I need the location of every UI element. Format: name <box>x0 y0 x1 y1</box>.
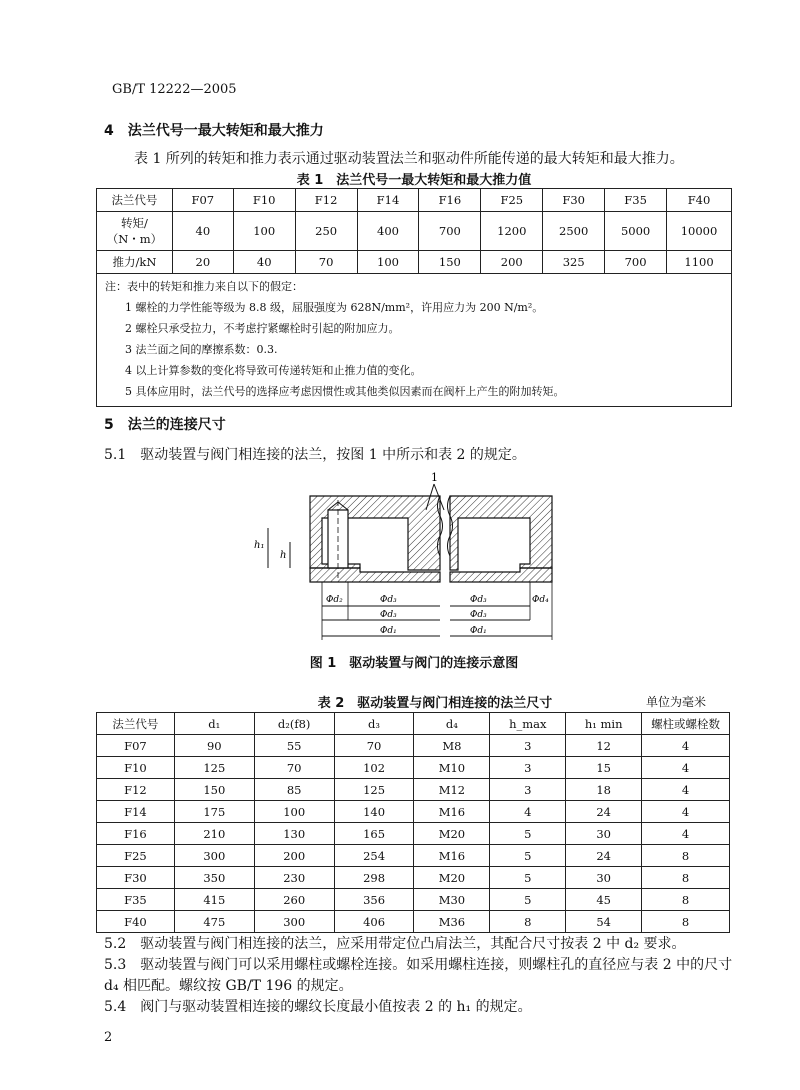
table-1-header-cell: 法兰代号 <box>97 189 173 212</box>
table-2-cell: F40 <box>97 911 175 933</box>
table-2-cell: 70 <box>254 757 334 779</box>
table-2-cell: 125 <box>334 779 414 801</box>
h-label: h <box>280 550 287 561</box>
table-2-row <box>97 801 730 823</box>
table-2-cell: 260 <box>254 889 334 911</box>
table-2-cell: 230 <box>254 867 334 889</box>
table-2-cell: 5 <box>490 889 566 911</box>
table-1-header-cell: F16 <box>419 189 481 212</box>
section-4-title: 4 法兰代号一最大转矩和最大推力 <box>104 123 324 139</box>
table-2-row <box>97 867 730 889</box>
table-2-cell: 5 <box>490 845 566 867</box>
drive-flange-right <box>450 496 552 570</box>
d3-label-right: Φd₃ <box>470 595 487 605</box>
table-1-header-cell: F10 <box>233 189 295 212</box>
table-2-header-row <box>97 713 730 735</box>
torque-cell: 10000 <box>667 212 732 251</box>
table-1-notes-row <box>97 274 732 407</box>
table-2-cell: 8 <box>642 867 730 889</box>
table-2-cell: 4 <box>642 801 730 823</box>
thrust-cell: 700 <box>605 251 667 274</box>
table-2-cell: 85 <box>254 779 334 801</box>
table-1-header-row <box>97 189 732 212</box>
table-2-header-cell: d₄ <box>414 713 490 735</box>
table-2-cell: F16 <box>97 823 175 845</box>
table-2-cell: 3 <box>490 735 566 757</box>
table-2-cell: 12 <box>566 735 642 757</box>
notes-intro: 注：表中的转矩和推力来自以下的假定： <box>105 280 303 293</box>
note-item: 4 以上计算参数的变化将导致可传递转矩和止推力值的变化。 <box>125 364 422 377</box>
table-2-cell: F30 <box>97 867 175 889</box>
paragraph-5-4: 5.4 阀门与驱动装置相连接的螺纹长度最小值按表 2 的 h₁ 的规定。 <box>104 999 532 1015</box>
table-2-cell: 15 <box>566 757 642 779</box>
thrust-cell: 325 <box>543 251 605 274</box>
table-2-cell: 30 <box>566 867 642 889</box>
table-2-cell: 4 <box>642 823 730 845</box>
table-2-cell: M20 <box>414 867 490 889</box>
table-2-cell: 45 <box>566 889 642 911</box>
table-2-header-cell: 螺柱或螺栓数 <box>642 713 730 735</box>
table-1-header-cell: F40 <box>667 189 732 212</box>
table-2-cell: F35 <box>97 889 175 911</box>
table-2-cell: 475 <box>174 911 254 933</box>
table-2-header-cell: h_max <box>490 713 566 735</box>
table-2-cell: 4 <box>642 757 730 779</box>
table-2-cell: 200 <box>254 845 334 867</box>
table-1 <box>96 188 732 407</box>
standard-code: GB/T 12222—2005 <box>112 82 237 97</box>
table-1-header-cell: F30 <box>543 189 605 212</box>
torque-cell: 1200 <box>481 212 543 251</box>
d1-label-right: Φd₁ <box>470 626 487 636</box>
table-2-cell: 298 <box>334 867 414 889</box>
table-1-header-cell: F35 <box>605 189 667 212</box>
thrust-cell: 100 <box>357 251 419 274</box>
table-2-row <box>97 845 730 867</box>
table-1-header-cell: F12 <box>295 189 357 212</box>
d3-label-left: Φd₃ <box>380 595 397 605</box>
thrust-cell: 200 <box>481 251 543 274</box>
table-2 <box>96 712 730 933</box>
h1-label: h₁ <box>254 540 265 551</box>
torque-cell: 5000 <box>605 212 667 251</box>
section-4-paragraph: 表 1 所列的转矩和推力表示通过驱动装置法兰和驱动件所能传递的最大转矩和最大推力。 <box>134 151 684 167</box>
table-2-cell: 4 <box>642 779 730 801</box>
table-2-unit: 单位为毫米 <box>646 695 707 709</box>
torque-cell: 700 <box>419 212 481 251</box>
table-2-row <box>97 911 730 933</box>
thrust-cell: 150 <box>419 251 481 274</box>
table-2-body <box>97 735 730 933</box>
torque-cell: 2500 <box>543 212 605 251</box>
table-2-cell: 30 <box>566 823 642 845</box>
table-2-cell: 3 <box>490 757 566 779</box>
table-2-row <box>97 735 730 757</box>
table-2-cell: 55 <box>254 735 334 757</box>
table-2-cell: F10 <box>97 757 175 779</box>
table-2-cell: 5 <box>490 867 566 889</box>
table-2-header-cell: d₂(f8) <box>254 713 334 735</box>
table-2-cell: 125 <box>174 757 254 779</box>
thrust-cell: 70 <box>295 251 357 274</box>
table-2-cell: 54 <box>566 911 642 933</box>
table-2-cell: 5 <box>490 823 566 845</box>
thrust-cell: 40 <box>233 251 295 274</box>
table-2-cell: 140 <box>334 801 414 823</box>
thrust-cell: 1100 <box>667 251 732 274</box>
callout-label: 1 <box>431 471 438 484</box>
table-2-cell: 300 <box>254 911 334 933</box>
table-2-cell: 210 <box>174 823 254 845</box>
section-5-title: 5 法兰的连接尺寸 <box>104 417 226 433</box>
table-2-cell: 18 <box>566 779 642 801</box>
table-2-cell: 406 <box>334 911 414 933</box>
paragraph-5-3-line1: 5.3 驱动装置与阀门可以采用螺柱或螺栓连接。如采用螺柱连接，则螺柱孔的直径应与表 2 中的尺寸 <box>104 957 733 973</box>
table-2-row <box>97 823 730 845</box>
table-2-cell: 8 <box>642 845 730 867</box>
paragraph-5-3-line2: d₄ 相匹配。螺纹按 GB/T 196 的规定。 <box>104 978 353 994</box>
table-2-cell: 350 <box>174 867 254 889</box>
thrust-label: 推力/kN <box>97 251 173 274</box>
d1-label-left: Φd₁ <box>380 626 397 636</box>
table-1-notes <box>97 274 732 407</box>
table-1-header-cell: F14 <box>357 189 419 212</box>
table-2-cell: M20 <box>414 823 490 845</box>
torque-label <box>97 212 173 251</box>
paragraph-5-1: 5.1 驱动装置与阀门相连接的法兰，按图 1 中所示和表 2 的规定。 <box>104 447 526 463</box>
torque-cell: 100 <box>233 212 295 251</box>
note-item: 1 螺栓的力学性能等级为 8.8 级，屈服强度为 628N/mm²，许用应力为 200 N/m²。 <box>125 301 544 314</box>
torque-label-line1: 转矩/ <box>121 216 148 230</box>
table-2-cell: 24 <box>566 845 642 867</box>
table-2-cell: F25 <box>97 845 175 867</box>
valve-flange-right <box>450 568 552 582</box>
table-2-cell: 254 <box>334 845 414 867</box>
table-1-header-cell: F07 <box>172 189 233 212</box>
paragraph-5-2: 5.2 驱动装置与阀门相连接的法兰，应采用带定位凸肩法兰，其配合尺寸按表 2 中 d₂ 要求。 <box>104 936 686 952</box>
table-2-cell: M16 <box>414 801 490 823</box>
table-2-cell: 415 <box>174 889 254 911</box>
table-2-cell: 165 <box>334 823 414 845</box>
table-2-cell: 8 <box>642 911 730 933</box>
torque-cell: 250 <box>295 212 357 251</box>
table-2-cell: 175 <box>174 801 254 823</box>
table-2-cell: 130 <box>254 823 334 845</box>
d4-label: Φd₄ <box>532 595 549 605</box>
table-2-row <box>97 757 730 779</box>
table-2-cell: 90 <box>174 735 254 757</box>
table-2-cell: M16 <box>414 845 490 867</box>
torque-cell: 40 <box>172 212 233 251</box>
table-2-cell: 70 <box>334 735 414 757</box>
table-1-torque-row <box>97 212 732 251</box>
note-item: 2 螺栓只承受拉力，不考虑拧紧螺栓时引起的附加应力。 <box>125 322 400 335</box>
table-2-cell: F07 <box>97 735 175 757</box>
table-2-cell: 3 <box>490 779 566 801</box>
table-1-caption: 表 1 法兰代号一最大转矩和最大推力值 <box>296 173 532 188</box>
table-2-caption: 表 2 驱动装置与阀门相连接的法兰尺寸 <box>317 696 553 711</box>
figure-1-caption: 图 1 驱动装置与阀门的连接示意图 <box>309 656 519 671</box>
torque-cell: 400 <box>357 212 419 251</box>
table-2-cell: 24 <box>566 801 642 823</box>
note-item: 5 具体应用时，法兰代号的选择应考虑因惯性或其他类似因素而在阀杆上产生的附加转矩。 <box>125 385 565 398</box>
table-2-header-cell: h₁ min <box>566 713 642 735</box>
table-2-cell: 102 <box>334 757 414 779</box>
d3b-label-right: Φd₃ <box>470 610 487 620</box>
table-2-cell: 356 <box>334 889 414 911</box>
figure-1-drawing <box>230 470 570 645</box>
torque-label-line2: （N・m） <box>106 232 163 246</box>
table-2-cell: 100 <box>254 801 334 823</box>
table-2-cell: M10 <box>414 757 490 779</box>
table-2-header-cell: d₁ <box>174 713 254 735</box>
table-2-cell: 8 <box>642 889 730 911</box>
table-2-header-cell: 法兰代号 <box>97 713 175 735</box>
table-2-cell: M36 <box>414 911 490 933</box>
page-number: 2 <box>104 1030 113 1045</box>
note-item: 3 法兰面之间的摩擦系数：0.3. <box>125 343 278 356</box>
table-2-cell: 300 <box>174 845 254 867</box>
table-2-cell: F14 <box>97 801 175 823</box>
table-2-cell: 4 <box>490 801 566 823</box>
table-2-cell: M8 <box>414 735 490 757</box>
table-2-row <box>97 779 730 801</box>
table-2-cell: M30 <box>414 889 490 911</box>
table-2-header-cell: d₃ <box>334 713 414 735</box>
thrust-cell: 20 <box>172 251 233 274</box>
table-2-cell: 8 <box>490 911 566 933</box>
d2-label: Φd₂ <box>326 595 343 605</box>
table-2-cell: F12 <box>97 779 175 801</box>
table-1-thrust-row <box>97 251 732 274</box>
table-2-cell: 150 <box>174 779 254 801</box>
table-2-row <box>97 889 730 911</box>
table-1-header-cell: F25 <box>481 189 543 212</box>
table-2-cell: 4 <box>642 735 730 757</box>
d3b-label-left: Φd₃ <box>380 610 397 620</box>
table-2-cell: M12 <box>414 779 490 801</box>
